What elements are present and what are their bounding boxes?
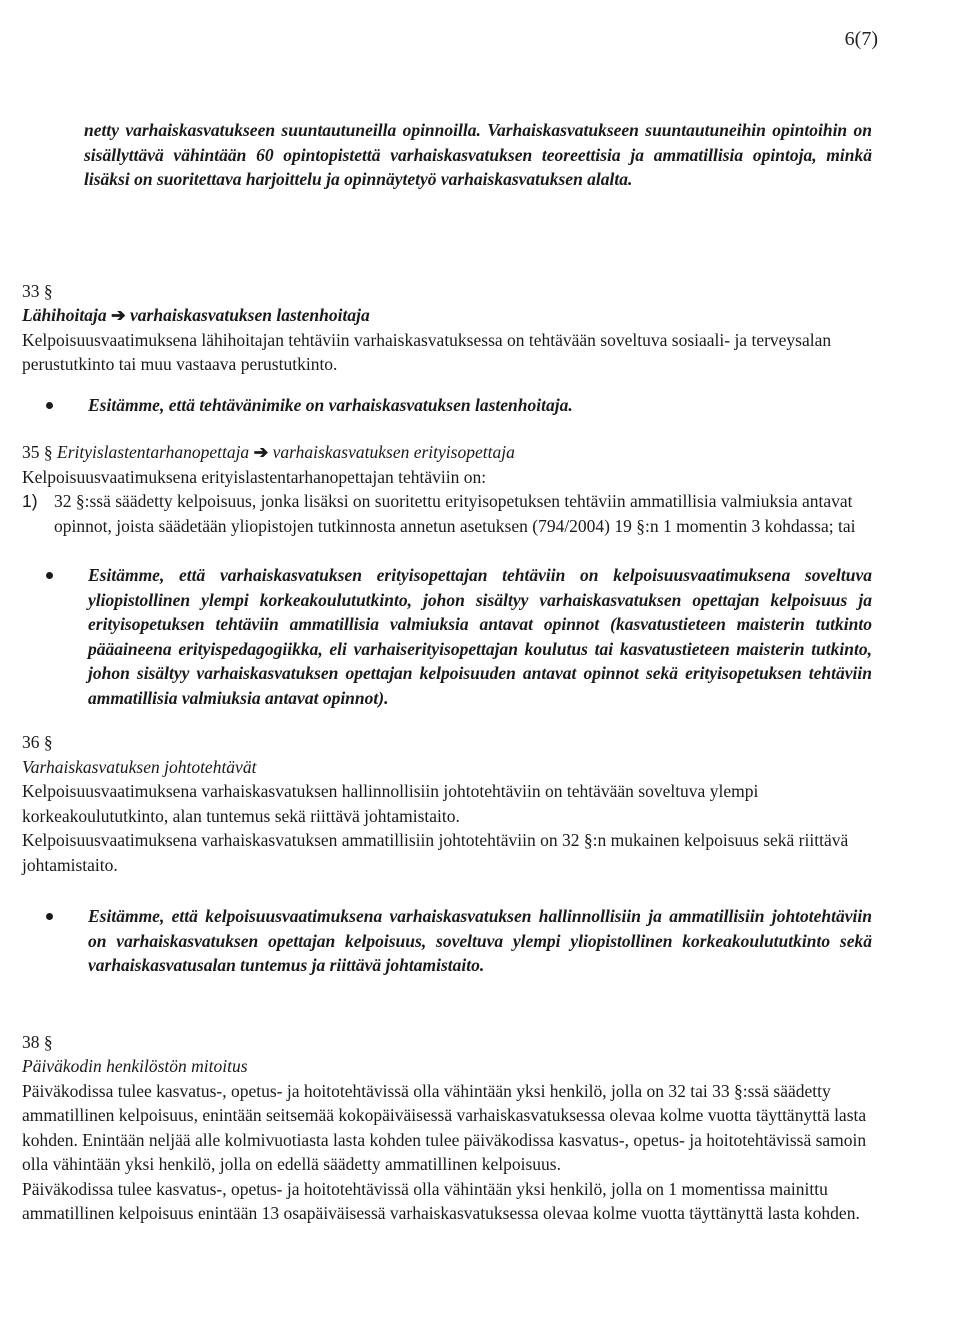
- section-35: [22, 440, 872, 710]
- new-title: varhaiskasvatuksen erityisopettaja: [272, 442, 515, 462]
- section-body: Kelpoisuusvaatimuksena lähihoitajan tehtäviin varhaiskasvatuksessa on tehtävään soveltuva sosiaali- ja terveysalan perustutkinto tai muu vastaava perustutkinto.: [22, 329, 832, 374]
- list-item-number: 1): [22, 491, 38, 511]
- bullet-icon: [46, 913, 53, 920]
- list-item: [22, 489, 872, 538]
- section-number: 33 §: [22, 280, 53, 301]
- bullet-icon: [46, 572, 53, 579]
- intro-paragraph: netty varhaiskasvatukseen suuntautuneilla opinnoilla. Varhaiskasvatukseen suuntautuneihin opintoihin on sisällyttävä vähintään 60 opintopistettä varhaiskasvatuksen teoreettisia ja ammatillisia opintoja, minkä lisäksi on suoritettava harjoittelu ja opinnäytetyö varhaiskasvatuksen alalta.: [84, 120, 872, 189]
- old-title: Lähihoitaja: [22, 305, 107, 325]
- bullet-icon: [46, 402, 53, 409]
- document-body: [22, 118, 872, 1226]
- section-number: 38 §: [22, 1031, 53, 1052]
- proposal-text: Esitämme, että varhaiskasvatuksen erityisopettajan tehtäviin on kelpoisuusvaatimuksena soveltuva yliopistollinen ylempi korkeakoulututkinto, johon sisältyy varhaiskasvatuksen opettajan kelpoisuus ja erityisopetuksen tehtäviin ammatillisia valmiuksia antavat opinnot (kasvatustieteen maisterin tutkinto pääaineena erityispedagogiikka, eli varhaiserityisopettajan koulutus tai kasvatustieteen maisterin tutkinto, johon sisältyy varhaiskasvatuksen opettajan kelpoisuuden antavat opinnot sekä erityisopetuksen tehtäviin ammatillisia valmiuksia antavat opinnot).: [88, 565, 872, 708]
- section-36: [22, 730, 872, 978]
- old-title: Erityislastentarhanopettaja: [57, 442, 250, 462]
- section-heading: [22, 440, 872, 465]
- section-38: [22, 1030, 872, 1226]
- proposal-text: Esitämme, että kelpoisuusvaatimuksena varhaiskasvatuksen hallinnollisiin ja ammatillisiin johtotehtäviin on varhaiskasvatuksen opettajan kelpoisuus, soveltuva ylempi yliopistollinen korkeakoulututkinto sekä varhaiskasvatusalan tuntemus ja riittävä johtamistaito.: [88, 906, 872, 975]
- proposal-bullet: [22, 563, 872, 710]
- section-body: Päiväkodissa tulee kasvatus-, opetus- ja hoitotehtävissä olla vähintään yksi henkilö, jolla on 1 momentissa mainittu ammatillinen kelpoisuus enintään 13 osapäiväisessä varhaiskasvatuksessa olevaa kolme vuotta täyttänyttä lasta kohden.: [22, 1178, 860, 1223]
- section-body: Kelpoisuusvaatimuksena erityislastentarhanopettajan tehtäviin on:: [22, 466, 487, 487]
- section-title: [22, 303, 872, 328]
- proposal-bullet: [22, 904, 872, 978]
- new-title: varhaiskasvatuksen lastenhoitaja: [130, 305, 370, 325]
- page-number: 6(7): [844, 28, 878, 50]
- arrow-icon: ➔: [110, 305, 126, 325]
- section-body: Kelpoisuusvaatimuksena varhaiskasvatuksen ammatillisiin johtotehtäviin on 32 §:n mukainen kelpoisuus sekä riittävä johtamistaito.: [22, 830, 849, 875]
- section-number: 35 §: [22, 442, 53, 462]
- section-body: Päiväkodissa tulee kasvatus-, opetus- ja hoitotehtävissä olla vähintään yksi henkilö, jolla on 32 tai 33 §:ssä säädetty ammatillinen kelpoisuus, enintään seitsemää kokopäiväisessä varhaiskasvatuksessa olevaa kolme vuotta täyttänyttä lasta kohden. Enintään neljää alle kolmivuotiasta lasta kohden tulee päiväkodissa kasvatus-, opetus- ja hoitotehtävissä samoin olla vähintään yksi henkilö, jolla on edellä säädetty ammatillinen kelpoisuus.: [22, 1080, 867, 1174]
- section-33: [22, 279, 872, 418]
- proposal-text: Esitämme, että tehtävänimike on varhaiskasvatuksen lastenhoitaja.: [88, 394, 573, 415]
- proposal-bullet: [22, 393, 872, 418]
- section-title: Päiväkodin henkilöstön mitoitus: [22, 1056, 248, 1076]
- section-body: Kelpoisuusvaatimuksena varhaiskasvatuksen hallinnollisiin johtotehtäviin on tehtävään soveltuva ylempi korkeakoulututkinto, alan tuntemus sekä riittävä johtamistaito.: [22, 781, 759, 826]
- section-number: 36 §: [22, 732, 53, 752]
- list-item-text: 32 §:ssä säädetty kelpoisuus, jonka lisäksi on suoritettu erityisopetuksen tehtäviin ammatillisia valmiuksia antavat opinnot, joista säädetään yliopistojen tutkinnosta annetun asetuksen (794/2004) 19 §:n 1 momentin 3 kohdassa; tai: [54, 491, 856, 536]
- arrow-icon: ➔: [253, 442, 269, 462]
- section-title: Varhaiskasvatuksen johtotehtävät: [22, 756, 257, 777]
